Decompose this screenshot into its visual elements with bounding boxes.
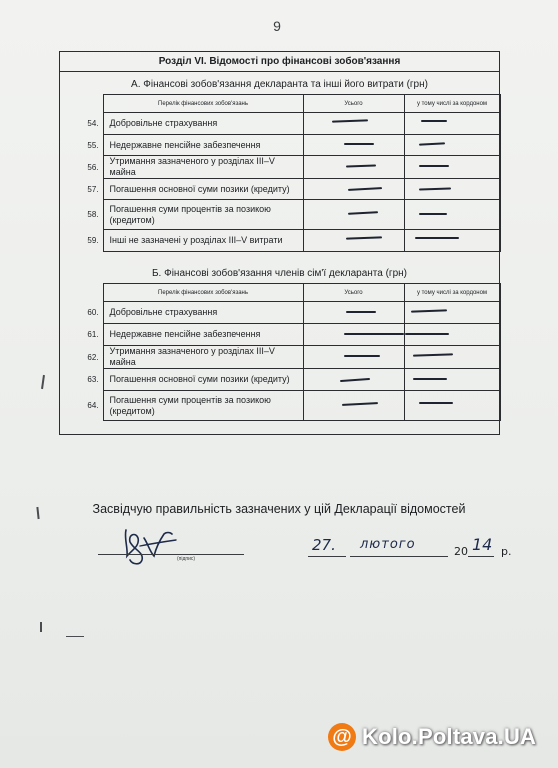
row-label: Недержавне пенсійне забезпечення xyxy=(103,135,303,156)
day-line xyxy=(308,556,346,557)
table-row xyxy=(79,113,500,135)
handwritten-dash xyxy=(419,165,449,167)
table-row xyxy=(79,200,500,230)
total-cell xyxy=(303,200,404,230)
handwritten-dash xyxy=(345,236,381,239)
site-watermark xyxy=(328,722,536,752)
total-cell xyxy=(303,391,404,421)
row-label: Погашення суми процентів за позикою (кредитом) xyxy=(103,391,303,421)
handwritten-dash xyxy=(347,211,377,214)
header-total: Усього xyxy=(303,95,404,113)
abroad-cell xyxy=(404,113,500,135)
handwritten-dash xyxy=(344,355,380,357)
table-row xyxy=(79,346,500,369)
margin-mark xyxy=(41,375,45,389)
row-label: Утримання зазначеного у розділах III–V майна xyxy=(103,346,303,369)
abroad-cell xyxy=(404,200,500,230)
abroad-cell xyxy=(404,391,500,421)
signature-caption: (підпис) xyxy=(177,556,196,562)
table-row xyxy=(79,391,500,421)
row-number: 54. xyxy=(87,119,99,128)
header-list: Перелік фінансових зобов'язань xyxy=(103,95,303,113)
row-label: Погашення основної суми позики (кредиту) xyxy=(103,179,303,200)
header-total: Усього xyxy=(303,284,404,302)
table-row xyxy=(79,156,500,179)
row-label: Інші не зазначені у розділах III–V витрати xyxy=(103,230,303,252)
handwritten-dash xyxy=(331,119,367,122)
section-title: Розділ VI. Відомості про фінансові зобов'язання xyxy=(60,52,499,72)
margin-mark xyxy=(66,636,84,637)
handwritten-dash xyxy=(419,402,453,404)
abroad-cell xyxy=(404,230,500,252)
abroad-cell xyxy=(404,346,500,369)
abroad-cell xyxy=(404,369,500,391)
row-number: 60. xyxy=(87,308,99,317)
total-cell xyxy=(303,230,404,252)
row-number: 62. xyxy=(87,352,99,362)
total-cell xyxy=(303,346,404,369)
row-label: Недержавне пенсійне забезпечення xyxy=(103,324,303,346)
page-number: 9 xyxy=(273,18,281,34)
table-header-row xyxy=(79,284,500,302)
date-year-unit: р. xyxy=(501,545,512,558)
handwritten-dash xyxy=(339,378,369,382)
row-number: 56. xyxy=(87,162,99,172)
row-number: 64. xyxy=(87,401,99,410)
handwritten-dash xyxy=(347,187,381,190)
row-number: 63. xyxy=(87,375,99,384)
row-number: 58. xyxy=(87,210,99,219)
total-cell xyxy=(303,324,404,346)
row-label: Утримання зазначеного у розділах III–V майна xyxy=(103,156,303,179)
handwritten-dash xyxy=(421,120,447,122)
margin-mark xyxy=(40,622,42,632)
handwritten-dash xyxy=(418,187,450,190)
part-b-table xyxy=(79,283,501,421)
date-row xyxy=(298,535,518,561)
row-label: Погашення суми процентів за позикою (кредитом) xyxy=(103,200,303,230)
handwritten-dash xyxy=(405,333,449,335)
row-label: Добровільне страхування xyxy=(103,302,303,324)
handwritten-dash xyxy=(415,237,459,239)
handwritten-dash xyxy=(346,311,376,313)
row-number: 61. xyxy=(87,330,99,339)
table-row xyxy=(79,230,500,252)
date-day: 27. xyxy=(312,536,336,554)
header-list: Перелік фінансових зобов'язань xyxy=(103,284,303,302)
handwritten-dash xyxy=(413,378,447,380)
certification-text: Засвідчую правильність зазначених у цій Декларації відомостей xyxy=(92,502,466,516)
part-a-title: А. Фінансові зобов'язання декларанта та інші його витрати (грн) xyxy=(131,79,428,90)
handwritten-dash xyxy=(345,164,375,167)
date-year-suffix: 14 xyxy=(472,535,493,554)
table-row xyxy=(79,179,500,200)
table-row xyxy=(79,135,500,156)
total-cell xyxy=(303,302,404,324)
part-b-title: Б. Фінансові зобов'язання членів сім'ї декларанта (грн) xyxy=(151,268,407,279)
total-cell xyxy=(303,135,404,156)
header-spacer xyxy=(79,95,103,113)
date-month: лютого xyxy=(360,537,416,552)
header-abroad: у тому числі за кордоном xyxy=(404,95,500,113)
abroad-cell xyxy=(404,302,500,324)
row-number: 59. xyxy=(87,236,99,245)
signature-scribble xyxy=(118,524,180,570)
signature-line xyxy=(98,554,244,555)
date-year-prefix: 20 xyxy=(454,545,468,558)
year-line xyxy=(468,556,494,557)
watermark-text: Kolo.Poltava.UA xyxy=(362,724,537,749)
handwritten-dash xyxy=(418,142,444,145)
abroad-cell xyxy=(404,156,500,179)
handwritten-dash xyxy=(344,333,404,335)
abroad-cell xyxy=(404,135,500,156)
row-number: 55. xyxy=(87,140,99,150)
total-cell xyxy=(303,113,404,135)
abroad-cell xyxy=(404,324,500,346)
table-header-row xyxy=(79,95,500,113)
month-line xyxy=(350,556,448,557)
at-sign-icon: @ xyxy=(328,723,356,751)
abroad-cell xyxy=(404,179,500,200)
section-frame xyxy=(59,51,500,435)
total-cell xyxy=(303,156,404,179)
total-cell xyxy=(303,369,404,391)
handwritten-dash xyxy=(412,353,452,356)
row-label: Добровільне страхування xyxy=(103,113,303,135)
table-row xyxy=(79,369,500,391)
row-label: Погашення основної суми позики (кредиту) xyxy=(103,369,303,391)
handwritten-dash xyxy=(410,309,446,312)
row-number: 57. xyxy=(87,184,99,194)
table-row xyxy=(79,324,500,346)
handwritten-dash xyxy=(341,402,377,405)
header-spacer xyxy=(79,284,103,302)
handwritten-dash xyxy=(419,213,447,215)
handwritten-dash xyxy=(344,143,374,145)
header-abroad: у тому числі за кордоном xyxy=(404,284,500,302)
table-row xyxy=(79,302,500,324)
part-a-table xyxy=(79,94,501,252)
total-cell xyxy=(303,179,404,200)
